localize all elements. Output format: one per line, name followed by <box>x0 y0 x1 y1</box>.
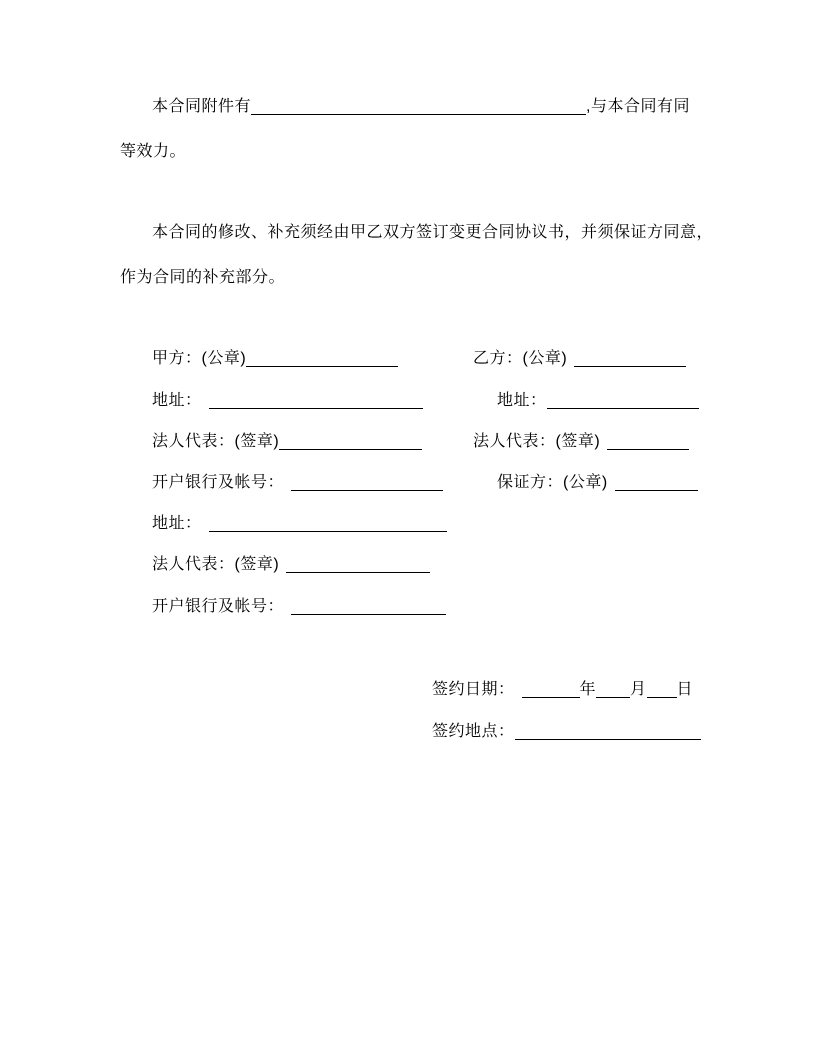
party-a-representative-label: 法人代表：(签章) <box>152 433 280 450</box>
party-a-bank-row <box>152 472 443 494</box>
party-a-address-row <box>152 390 423 412</box>
party-a-bank-blank <box>291 473 443 491</box>
party-a-representative-row <box>152 431 422 453</box>
party-b-representative-label: 法人代表：(签章) <box>473 433 601 450</box>
signing-date-row <box>432 679 693 701</box>
party-a-bank-label: 开户银行及帐号： <box>152 474 285 491</box>
signing-day-blank <box>647 680 677 698</box>
party-b-representative-row <box>473 431 689 453</box>
party-a-representative2-row <box>152 554 430 576</box>
signing-day-label: 日 <box>676 681 694 698</box>
party-a-address-blank <box>209 391 423 409</box>
party-a-representative2-blank <box>286 555 430 573</box>
signing-month-label: 月 <box>630 681 647 698</box>
party-a-address2-label: 地址： <box>152 515 202 532</box>
guarantor-seal-blank <box>615 473 698 491</box>
amendment-paragraph-line1 <box>152 222 713 244</box>
party-b-seal-label: 乙方：(公章) <box>473 350 568 367</box>
attachment-paragraph-line1 <box>152 96 690 118</box>
signing-date-label: 签约日期： <box>432 681 515 698</box>
signing-place-row <box>432 721 701 743</box>
party-a-address2-row <box>152 513 447 535</box>
party-a-bank2-label: 开户银行及帐号： <box>152 598 285 615</box>
attachment-text-prefix: 本合同附件有 <box>152 98 252 115</box>
guarantor-seal-row <box>497 472 698 494</box>
party-a-seal-blank <box>246 349 398 367</box>
signing-year-blank <box>522 680 580 698</box>
party-a-seal-row <box>152 348 398 370</box>
amendment-text-line2: 作为合同的补充部分。 <box>120 269 286 286</box>
party-b-seal-blank <box>574 349 686 367</box>
attachment-text-line2: 等效力。 <box>120 143 187 160</box>
attachment-text-suffix: ,与本合同有同 <box>586 98 690 115</box>
signing-month-blank <box>596 680 630 698</box>
signing-year-label: 年 <box>579 681 597 698</box>
signing-place-label: 签约地点： <box>432 723 515 740</box>
party-a-address-label: 地址： <box>152 392 202 409</box>
signing-place-blank <box>515 722 701 740</box>
party-b-seal-row <box>473 348 686 370</box>
party-b-address-label: 地址： <box>497 392 547 409</box>
party-a-bank2-row <box>152 596 446 618</box>
party-b-address-blank <box>547 391 699 409</box>
attachment-paragraph-line2 <box>120 141 186 163</box>
party-b-address-row <box>497 390 699 412</box>
party-a-address2-blank <box>209 514 447 532</box>
guarantor-seal-label: 保证方：(公章) <box>497 474 608 491</box>
party-a-representative2-label: 法人代表：(签章) <box>152 556 280 573</box>
party-a-seal-label: 甲方：(公章) <box>152 350 247 367</box>
attachment-blank-line <box>251 97 586 115</box>
party-b-representative-blank <box>607 432 689 450</box>
party-a-bank2-blank <box>291 597 446 615</box>
party-a-representative-blank <box>279 432 422 450</box>
amendment-text-line1: 本合同的修改、补充须经由甲乙双方签订变更合同协议书，并须保证方同意， <box>152 224 714 241</box>
amendment-paragraph-line2 <box>120 267 285 289</box>
